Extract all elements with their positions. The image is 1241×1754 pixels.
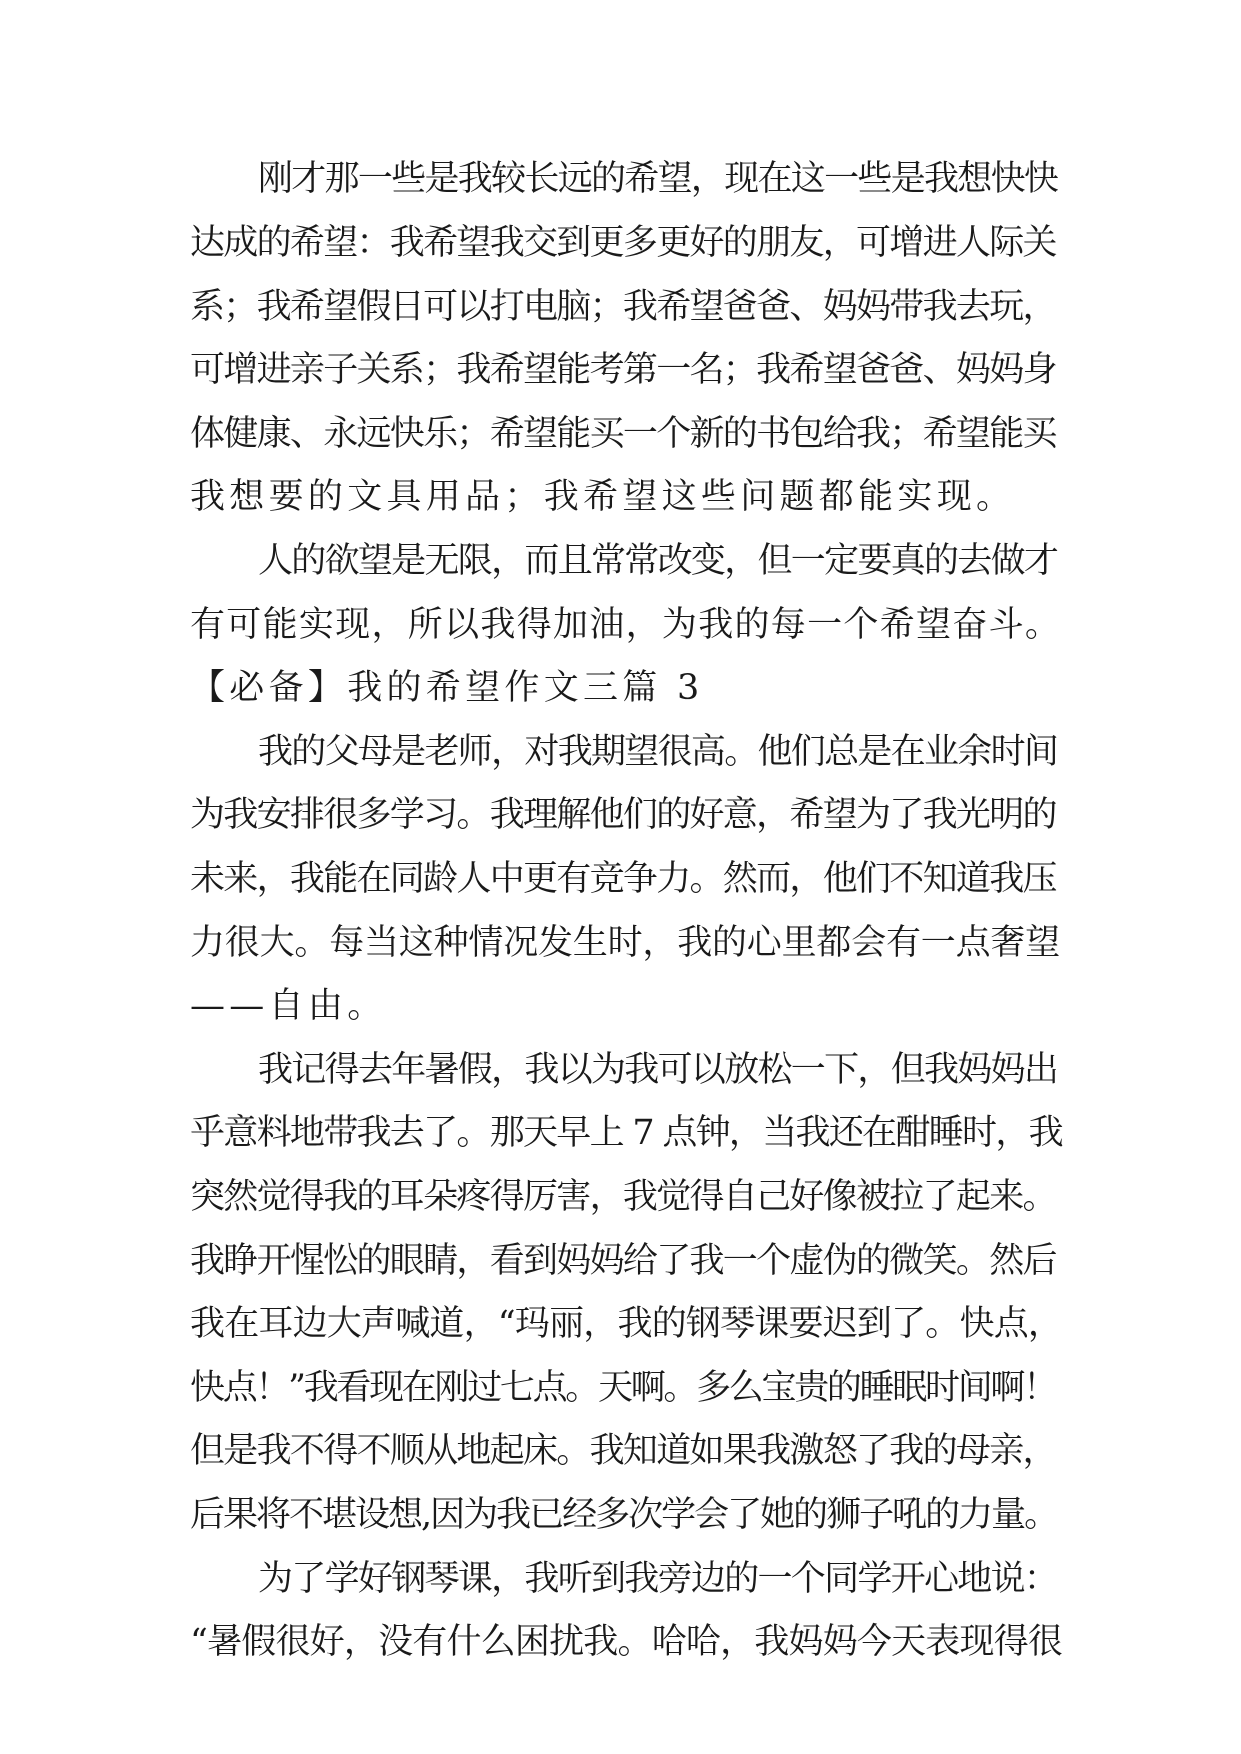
text-line: 为了学好钢琴课，我听到我旁边的一个同学开心地说： [258,1559,1058,1599]
text-line: 刚才那一些是我较长远的希望，现在这一些是我想快快 [258,159,1058,199]
text-line: 人的欲望是无限，而且常常改变，但一定要真的去做才 [258,541,1058,581]
text-line: 我在耳边大声喊道，“玛丽，我的钢琴课要迟到了。快点， [190,1304,1063,1344]
text-line: “暑假很好，没有什么困扰我。哈哈，我妈妈今天表现得很 [190,1622,1063,1662]
text-line: 可增进亲子关系；我希望能考第一名；我希望爸爸、妈妈身 [190,350,1056,390]
text-line: 我想要的文具用品；我希望这些问题都能实现。 [190,477,1016,517]
text-line: 乎意料地带我去了。那天早上 7 点钟，当我还在酣睡时，我 [190,1113,1062,1153]
text-line: 未来，我能在同龄人中更有竞争力。然而，他们不知道我压 [190,859,1056,899]
text-line: 达成的希望：我希望我交到更多更好的朋友，可增进人际关 [190,223,1056,263]
text-line: 我的父母是老师，对我期望很高。他们总是在业余时间 [258,732,1058,772]
text-line: 为我安排很多学习。我理解他们的好意，希望为了我光明的 [190,795,1056,835]
text-line: 有可能实现，所以我得加油，为我的每一个希望奋斗。 [190,605,1062,645]
section-heading: 【必备】我的希望作文三篇 3 [190,668,704,708]
text-line: 我记得去年暑假，我以为我可以放松一下，但我妈妈出 [258,1050,1058,1090]
text-line: 突然觉得我的耳朵疼得厉害，我觉得自己好像被拉了起来。 [190,1177,1056,1217]
text-line: 但是我不得不顺从地起床。我知道如果我激怒了我的母亲， [190,1431,1056,1471]
text-line: 系；我希望假日可以打电脑；我希望爸爸、妈妈带我去玩， [190,287,1056,327]
text-line: 我睁开惺忪的眼睛，看到妈妈给了我一个虚伪的微笑。然后 [190,1241,1056,1281]
text-line: 后果将不堪设想,因为我已经多次学会了她的狮子吼的力量。 [190,1495,1058,1535]
text-line: ——自由。 [190,986,387,1026]
text-line: 体健康、永远快乐；希望能买一个新的书包给我；希望能买 [190,414,1056,454]
text-line: 快点！”我看现在刚过七点。天啊。多么宝贵的睡眠时间啊！ [190,1368,1056,1408]
text-line: 力很大。每当这种情况发生时，我的心里都会有一点奢望 [190,923,1061,963]
